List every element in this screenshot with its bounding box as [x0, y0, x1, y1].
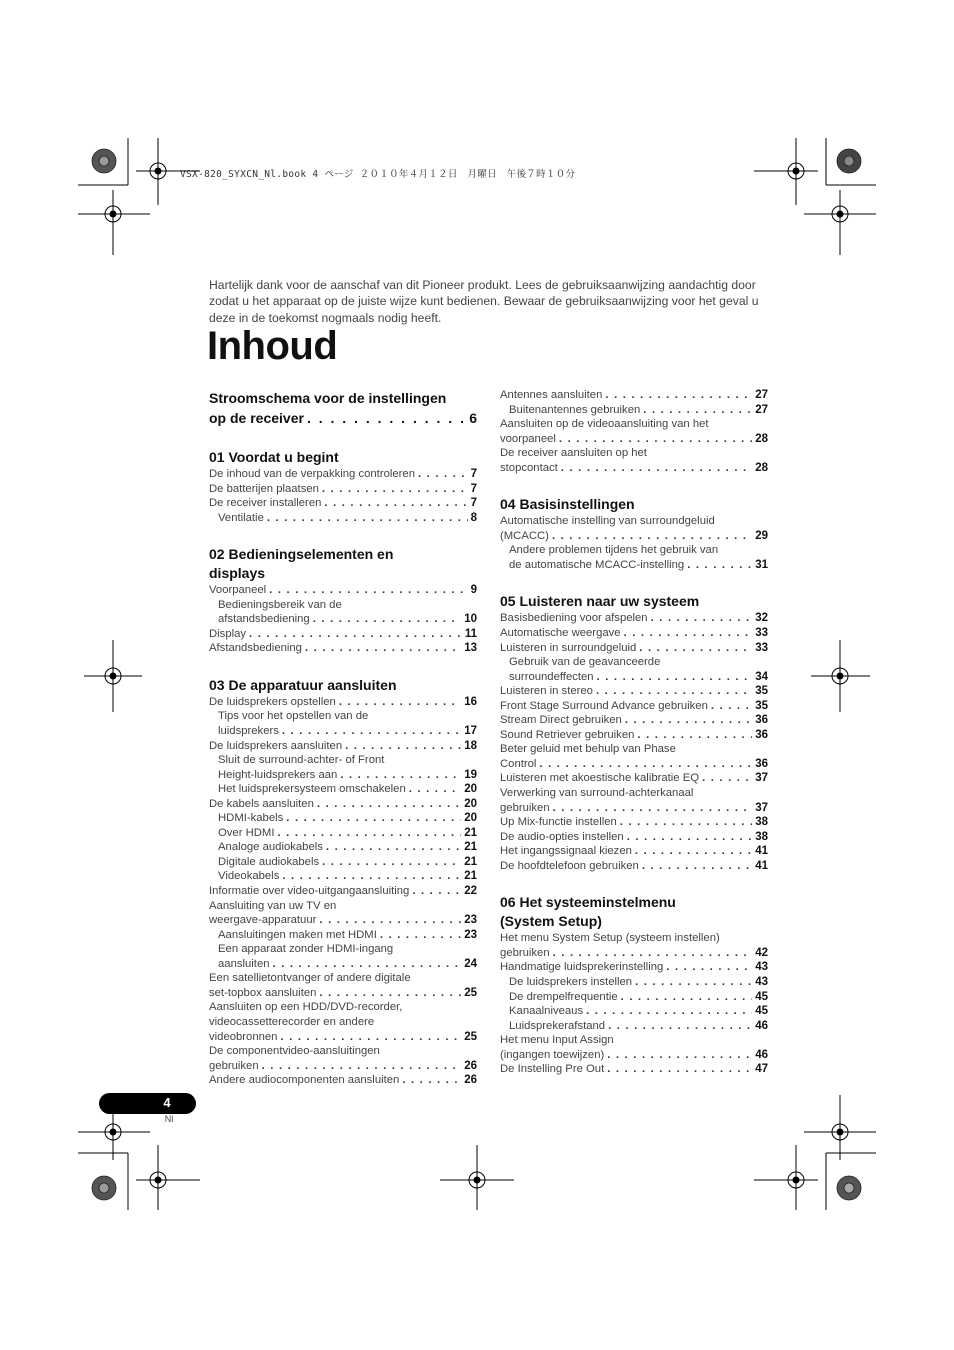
toc-entry[interactable]: De audio-opties instellen . . . 38: [500, 830, 768, 845]
toc-section-title: 03 De apparatuur aansluiten: [209, 676, 397, 693]
toc-entry[interactable]: gebruiken . . . 37: [500, 801, 768, 816]
toc-entry[interactable]: De luidsprekers opstellen . . . 16: [209, 695, 477, 710]
page-language: Nl: [164, 1114, 174, 1124]
toc-entry[interactable]: Antennes aansluiten . . . 27: [500, 388, 768, 403]
toc-entry[interactable]: gebruiken . . . 26: [209, 1059, 477, 1074]
toc-entry-line: Andere problemen tijdens het gebruik van: [509, 544, 719, 557]
toc-entry[interactable]: De batterijen plaatsen . . . 7: [209, 482, 477, 497]
toc-entry[interactable]: De Instelling Pre Out . . . 47: [500, 1062, 768, 1077]
toc-entry-line: De componentvideo-aansluitingen: [209, 1045, 380, 1058]
toc-entry-line: Tips voor het opstellen van de: [218, 710, 369, 723]
print-slug: VSX-820_SYXCN_Nl.book 4 ページ ２０１０年４月１２日 月曜日 午後７時１０分: [180, 169, 576, 180]
toc-entry[interactable]: Aansluitingen maken met HDMI . . . 23: [209, 928, 477, 943]
toc-entry-line: De receiver aansluiten op het: [500, 447, 647, 460]
toc-section-title: 04 Basisinstellingen: [500, 496, 635, 513]
toc-entry[interactable]: Sound Retriever gebruiken . . . 36: [500, 728, 768, 743]
toc-entry[interactable]: Basisbediening voor afspelen . . . 32: [500, 611, 768, 626]
toc-entry[interactable]: afstandsbediening . . . 10: [209, 612, 477, 627]
toc-entry[interactable]: surroundeffecten . . . 34: [500, 670, 768, 685]
toc-entry-line: Aansluiten op de videoaansluiting van het: [500, 418, 709, 431]
toc-entry[interactable]: Automatische weergave . . . 33: [500, 626, 768, 641]
toc-entry[interactable]: Stream Direct gebruiken . . . 36: [500, 713, 768, 728]
toc-entry-line: Het menu System Setup (systeem instellen): [500, 932, 720, 945]
toc-entry[interactable]: Digitale audiokabels . . . 21: [209, 855, 477, 870]
toc-entry[interactable]: HDMI-kabels . . . 20: [209, 811, 477, 826]
toc-section-title: 05 Luisteren naar uw systeem: [500, 593, 700, 610]
page-number: 4: [163, 1095, 171, 1110]
toc-entry-line: Aansluiting van uw TV en: [209, 899, 337, 912]
toc-entry[interactable]: op de receiver . . . 6: [209, 408, 477, 428]
toc-entry-line: videocassetterecorder en andere: [209, 1015, 375, 1028]
toc-entry[interactable]: Height-luidsprekers aan . . . 19: [209, 768, 477, 783]
toc-entry-line: Verwerking van surround-achterkanaal: [500, 787, 694, 800]
toc-entry[interactable]: voorpaneel . . . 28: [500, 432, 768, 447]
toc-entry[interactable]: De hoofdtelefoon gebruiken . . . 41: [500, 859, 768, 874]
toc-section-title: 01 Voordat u begint: [209, 449, 339, 465]
toc-section-title: displays: [209, 565, 266, 582]
toc-entry[interactable]: Het ingangssignaal kiezen . . . 41: [500, 844, 768, 859]
toc-entry[interactable]: Het luidsprekersysteem omschakelen . . . 20: [209, 782, 477, 797]
toc-entry[interactable]: De luidsprekers instellen . . . 43: [500, 975, 768, 990]
toc-entry[interactable]: (MCACC) . . . 29: [500, 529, 768, 544]
toc-entry[interactable]: luidsprekers . . . 17: [209, 724, 477, 739]
intro-paragraph: Hartelijk dank voor de aanschaf van dit Pioneer produkt. Lees de gebruiksaanwijzing aandachtig door zodat u het apparaat op de juiste wijze kunt bedienen. Bewaar de gebruiksaanwijzing voor het geval u deze in de toekomst nogmaals nodig heeft.: [209, 278, 759, 325]
toc-section-title: 02 Bedieningselementen en: [209, 546, 394, 563]
toc-entry[interactable]: aansluiten . . . 24: [209, 957, 477, 972]
toc-entry[interactable]: weergave-apparatuur . . . 23: [209, 913, 477, 928]
toc-entry[interactable]: Videokabels . . . 21: [209, 869, 477, 884]
toc-entry[interactable]: Luidsprekerafstand . . . 46: [500, 1019, 768, 1034]
toc-entry[interactable]: De inhoud van de verpakking controleren . . . 7: [209, 467, 477, 482]
toc-section-title: 06 Het systeeminstelmenu: [500, 894, 676, 911]
toc-entry[interactable]: Voorpaneel . . . 9: [209, 583, 477, 598]
toc-entry[interactable]: Luisteren in stereo . . . 35: [500, 684, 768, 699]
toc-entry[interactable]: (ingangen toewijzen) . . . 46: [500, 1048, 768, 1063]
toc-entry[interactable]: stopcontact . . . 28: [500, 461, 768, 476]
toc-entry[interactable]: Front Stage Surround Advance gebruiken . . . 35: [500, 699, 768, 714]
toc-left-column: [209, 388, 477, 1088]
toc-entry[interactable]: gebruiken . . . 42: [500, 946, 768, 961]
page-title: Inhoud: [207, 324, 338, 368]
toc-entry-line: Sluit de surround-achter- of Front: [218, 754, 385, 767]
toc-entry[interactable]: Display . . . 11: [209, 627, 477, 642]
toc-entry[interactable]: Handmatige luidsprekerinstelling . . . 43: [500, 960, 768, 975]
toc-entry[interactable]: Afstandsbediening . . . 13: [209, 641, 477, 656]
toc-entry[interactable]: De luidsprekers aansluiten . . . 18: [209, 739, 477, 754]
toc-entry[interactable]: Buitenantennes gebruiken . . . 27: [500, 403, 768, 418]
toc-entry-line: Het menu Input Assign: [500, 1034, 614, 1047]
toc-entry[interactable]: De receiver installeren . . . 7: [209, 496, 477, 511]
toc-entry[interactable]: De kabels aansluiten . . . 20: [209, 797, 477, 812]
toc-entry[interactable]: Luisteren in surroundgeluid . . . 33: [500, 641, 768, 656]
toc-entry[interactable]: set-topbox aansluiten . . . 25: [209, 986, 477, 1001]
toc-entry[interactable]: Ventilatie . . . 8: [209, 511, 477, 526]
toc-section-title: Stroomschema voor de instellingen: [209, 390, 447, 406]
toc-entry-line: Een apparaat zonder HDMI-ingang: [218, 943, 394, 956]
toc-entry[interactable]: Informatie over video-uitgangaansluiting . . . 22: [209, 884, 477, 899]
toc-entry[interactable]: Over HDMI . . . 21: [209, 826, 477, 841]
toc-entry[interactable]: Andere audiocomponenten aansluiten . . . 26: [209, 1073, 477, 1088]
toc-entry[interactable]: videobronnen . . . 25: [209, 1030, 477, 1045]
toc-section-title: (System Setup): [500, 913, 602, 930]
toc-entry[interactable]: Analoge audiokabels . . . 21: [209, 840, 477, 855]
toc-entry-line: Een satellietontvanger of andere digitale: [209, 972, 411, 985]
toc-entry-line: Beter geluid met behulp van Phase: [500, 743, 676, 756]
toc-entry[interactable]: De drempelfrequentie . . . 45: [500, 990, 768, 1005]
toc-entry-line: Aansluiten op een HDD/DVD-recorder,: [209, 1001, 403, 1014]
toc-entry[interactable]: Up Mix-functie instellen . . . 38: [500, 815, 768, 830]
page-number: 6: [469, 410, 477, 426]
toc-entry[interactable]: Luisteren met akoestische kalibratie EQ . . . 37: [500, 771, 768, 786]
toc-entry[interactable]: Control . . . 36: [500, 757, 768, 772]
toc-entry-line: Automatische instelling van surroundgeluid: [500, 515, 715, 528]
toc-entry[interactable]: Kanaalniveaus . . . 45: [500, 1004, 768, 1019]
toc-entry[interactable]: de automatische MCACC-instelling . . . 31: [500, 558, 768, 573]
toc-right-column: [500, 388, 768, 1077]
toc-entry-line: Bedieningsbereik van de: [218, 598, 342, 611]
toc-entry-line: Gebruik van de geavanceerde: [509, 656, 661, 669]
